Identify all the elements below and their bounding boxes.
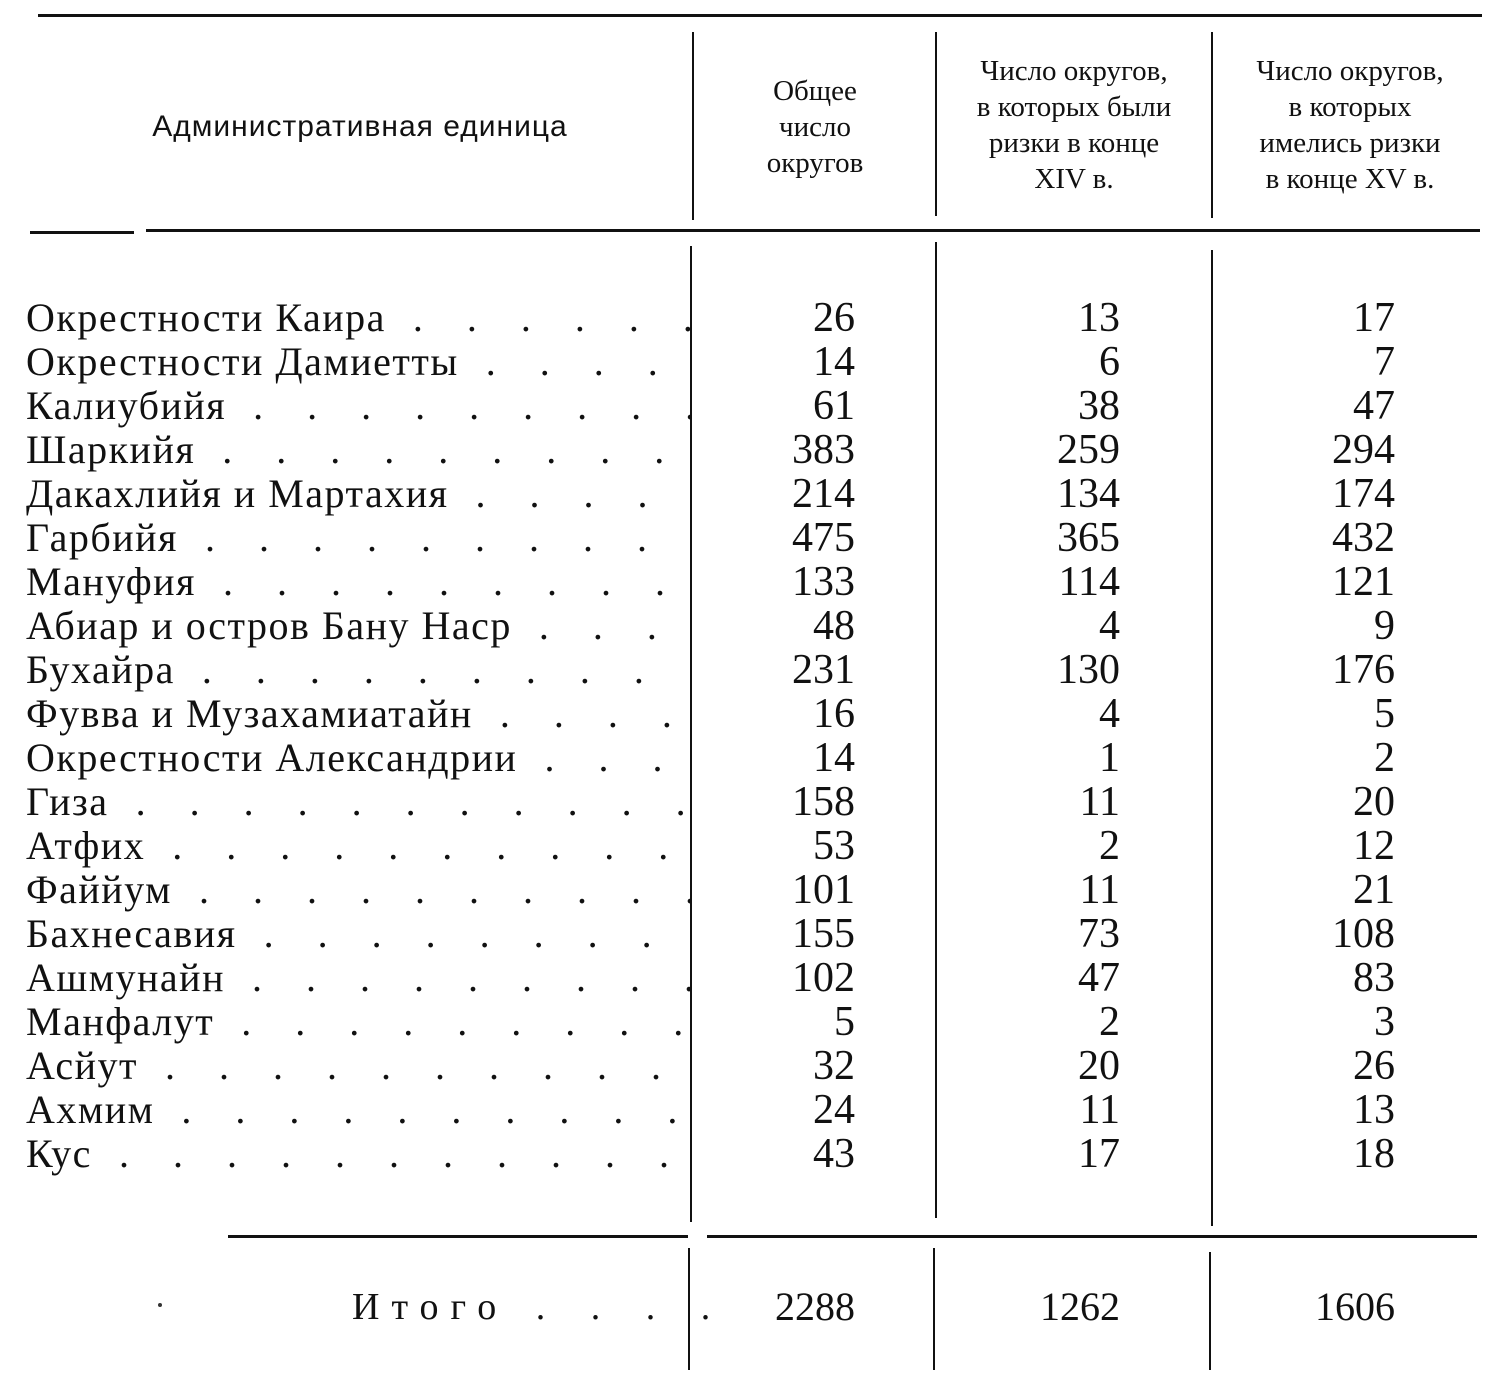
header-rule-left xyxy=(30,231,134,234)
row-name: Файйум . . . xyxy=(26,868,690,912)
header-total-districts: Общее число округов xyxy=(766,75,864,179)
table-row xyxy=(0,736,1500,780)
row-total: 48 xyxy=(813,603,855,649)
row-total: 158 xyxy=(792,779,855,825)
table-row xyxy=(0,912,1500,956)
totals-rule-right xyxy=(707,1235,1477,1238)
table-row xyxy=(0,296,1500,340)
row-xiv: 73 xyxy=(1078,911,1120,957)
row-name: Окрестности Дамиетты . . . xyxy=(26,340,690,384)
totals-total: 2288 xyxy=(775,1284,855,1329)
header-rule xyxy=(146,229,1480,232)
row-name: Дакахлийя и Мартахия . . . xyxy=(26,472,690,516)
table-row xyxy=(0,604,1500,648)
row-xv: 7 xyxy=(1374,339,1395,385)
row-xv: 18 xyxy=(1353,1131,1395,1177)
row-xv: 5 xyxy=(1374,691,1395,737)
row-xiv: 2 xyxy=(1099,823,1120,869)
row-name: Атфих . . . xyxy=(26,824,690,868)
row-xiv: 11 xyxy=(1079,779,1120,825)
row-xv: 13 xyxy=(1353,1087,1395,1133)
table-row xyxy=(0,780,1500,824)
table-row xyxy=(0,956,1500,1000)
table-row xyxy=(0,384,1500,428)
row-total: 43 xyxy=(813,1131,855,1177)
row-xv: 121 xyxy=(1332,559,1395,605)
row-total: 32 xyxy=(813,1043,855,1089)
row-xiv: 4 xyxy=(1099,603,1120,649)
totals-label: Итого . . . . xyxy=(352,1282,728,1332)
totals-divider-3 xyxy=(1209,1252,1211,1370)
row-xiv: 2 xyxy=(1099,999,1120,1045)
row-name: Кус . . . xyxy=(26,1132,690,1176)
top-rule xyxy=(38,14,1482,17)
row-total: 14 xyxy=(813,735,855,781)
header-divider-3 xyxy=(1211,32,1213,218)
row-xiv: 4 xyxy=(1099,691,1120,737)
row-xv: 294 xyxy=(1332,427,1395,473)
row-total: 101 xyxy=(792,867,855,913)
row-xiv: 17 xyxy=(1078,1131,1120,1177)
table-row xyxy=(0,560,1500,604)
row-xiv: 259 xyxy=(1057,427,1120,473)
table-row xyxy=(0,516,1500,560)
totals-xv: 1606 xyxy=(1315,1284,1395,1329)
row-xiv: 114 xyxy=(1058,559,1120,605)
row-total: 53 xyxy=(813,823,855,869)
row-xv: 432 xyxy=(1332,515,1395,561)
row-name: Бухайра . . . xyxy=(26,648,690,692)
table-row xyxy=(0,340,1500,384)
table-row xyxy=(0,868,1500,912)
row-total: 61 xyxy=(813,383,855,429)
row-xv: 21 xyxy=(1353,867,1395,913)
row-name: Гарбийя . . . xyxy=(26,516,690,560)
row-total: 14 xyxy=(813,339,855,385)
table-row xyxy=(0,1000,1500,1044)
totals-xiv: 1262 xyxy=(1040,1284,1120,1329)
row-total: 383 xyxy=(792,427,855,473)
row-name: Калиубийя . . . xyxy=(26,384,690,428)
header-divider-2 xyxy=(935,32,937,216)
row-xv: 12 xyxy=(1353,823,1395,869)
table-row xyxy=(0,472,1500,516)
row-name: Окрестности Каира . . . xyxy=(26,296,690,340)
header-divider-1 xyxy=(692,32,694,220)
row-xiv: 38 xyxy=(1078,383,1120,429)
row-total: 231 xyxy=(792,647,855,693)
row-xv: 2 xyxy=(1374,735,1395,781)
header-districts-xiv: Число округов, в которых были ризки в конце XIV в. xyxy=(976,55,1172,195)
row-total: 155 xyxy=(792,911,855,957)
table-row xyxy=(0,648,1500,692)
row-xiv: 47 xyxy=(1078,955,1120,1001)
table-row xyxy=(0,1132,1500,1176)
row-xv: 3 xyxy=(1374,999,1395,1045)
row-name: Фувва и Музахамиатайн . . . xyxy=(26,692,690,736)
header-admin-unit: Административная единица xyxy=(152,110,568,143)
table-row xyxy=(0,692,1500,736)
row-xv: 108 xyxy=(1332,911,1395,957)
row-xiv: 20 xyxy=(1078,1043,1120,1089)
row-xv: 9 xyxy=(1374,603,1395,649)
row-name: Манфалут . . . xyxy=(26,1000,690,1044)
row-total: 16 xyxy=(813,691,855,737)
row-xiv: 134 xyxy=(1057,471,1120,517)
row-xiv: 365 xyxy=(1057,515,1120,561)
row-name: Ахмим . . . xyxy=(26,1088,690,1132)
row-xiv: 1 xyxy=(1099,735,1120,781)
row-xv: 83 xyxy=(1353,955,1395,1001)
row-name: Бахнесавия . . . xyxy=(26,912,690,956)
table-row xyxy=(0,428,1500,472)
row-total: 133 xyxy=(792,559,855,605)
totals-rule-left xyxy=(228,1235,688,1238)
row-total: 102 xyxy=(792,955,855,1001)
table-row xyxy=(0,824,1500,868)
row-xv: 20 xyxy=(1353,779,1395,825)
row-xv: 174 xyxy=(1332,471,1395,517)
row-xv: 176 xyxy=(1332,647,1395,693)
row-xiv: 130 xyxy=(1057,647,1120,693)
row-xiv: 13 xyxy=(1078,295,1120,341)
row-name: Ашмунайн . . . xyxy=(26,956,690,1000)
totals-divider-2 xyxy=(933,1248,935,1370)
row-xv: 47 xyxy=(1353,383,1395,429)
header-districts-xv: Число округов, в которых имелись ризки в конце XV в. xyxy=(1256,55,1444,195)
row-total: 475 xyxy=(792,515,855,561)
row-name: Окрестности Александрии . . . xyxy=(26,736,690,780)
row-name: Шаркийя . . . xyxy=(26,428,690,472)
row-total: 214 xyxy=(792,471,855,517)
row-name: Асйут . . . xyxy=(26,1044,690,1088)
row-total: 5 xyxy=(834,999,855,1045)
row-xv: 26 xyxy=(1353,1043,1395,1089)
table-row xyxy=(0,1044,1500,1088)
row-xiv: 11 xyxy=(1079,1087,1120,1133)
row-total: 26 xyxy=(813,295,855,341)
row-name: Гиза . . . xyxy=(26,780,690,824)
row-xiv: 11 xyxy=(1079,867,1120,913)
table-row xyxy=(0,1088,1500,1132)
row-name: Мануфия . . . xyxy=(26,560,690,604)
stray-print-dot xyxy=(158,1303,162,1307)
row-xv: 17 xyxy=(1353,295,1395,341)
row-name: Абиар и остров Бану Наср . . . xyxy=(26,604,690,648)
row-total: 24 xyxy=(813,1087,855,1133)
row-xiv: 6 xyxy=(1099,339,1120,385)
